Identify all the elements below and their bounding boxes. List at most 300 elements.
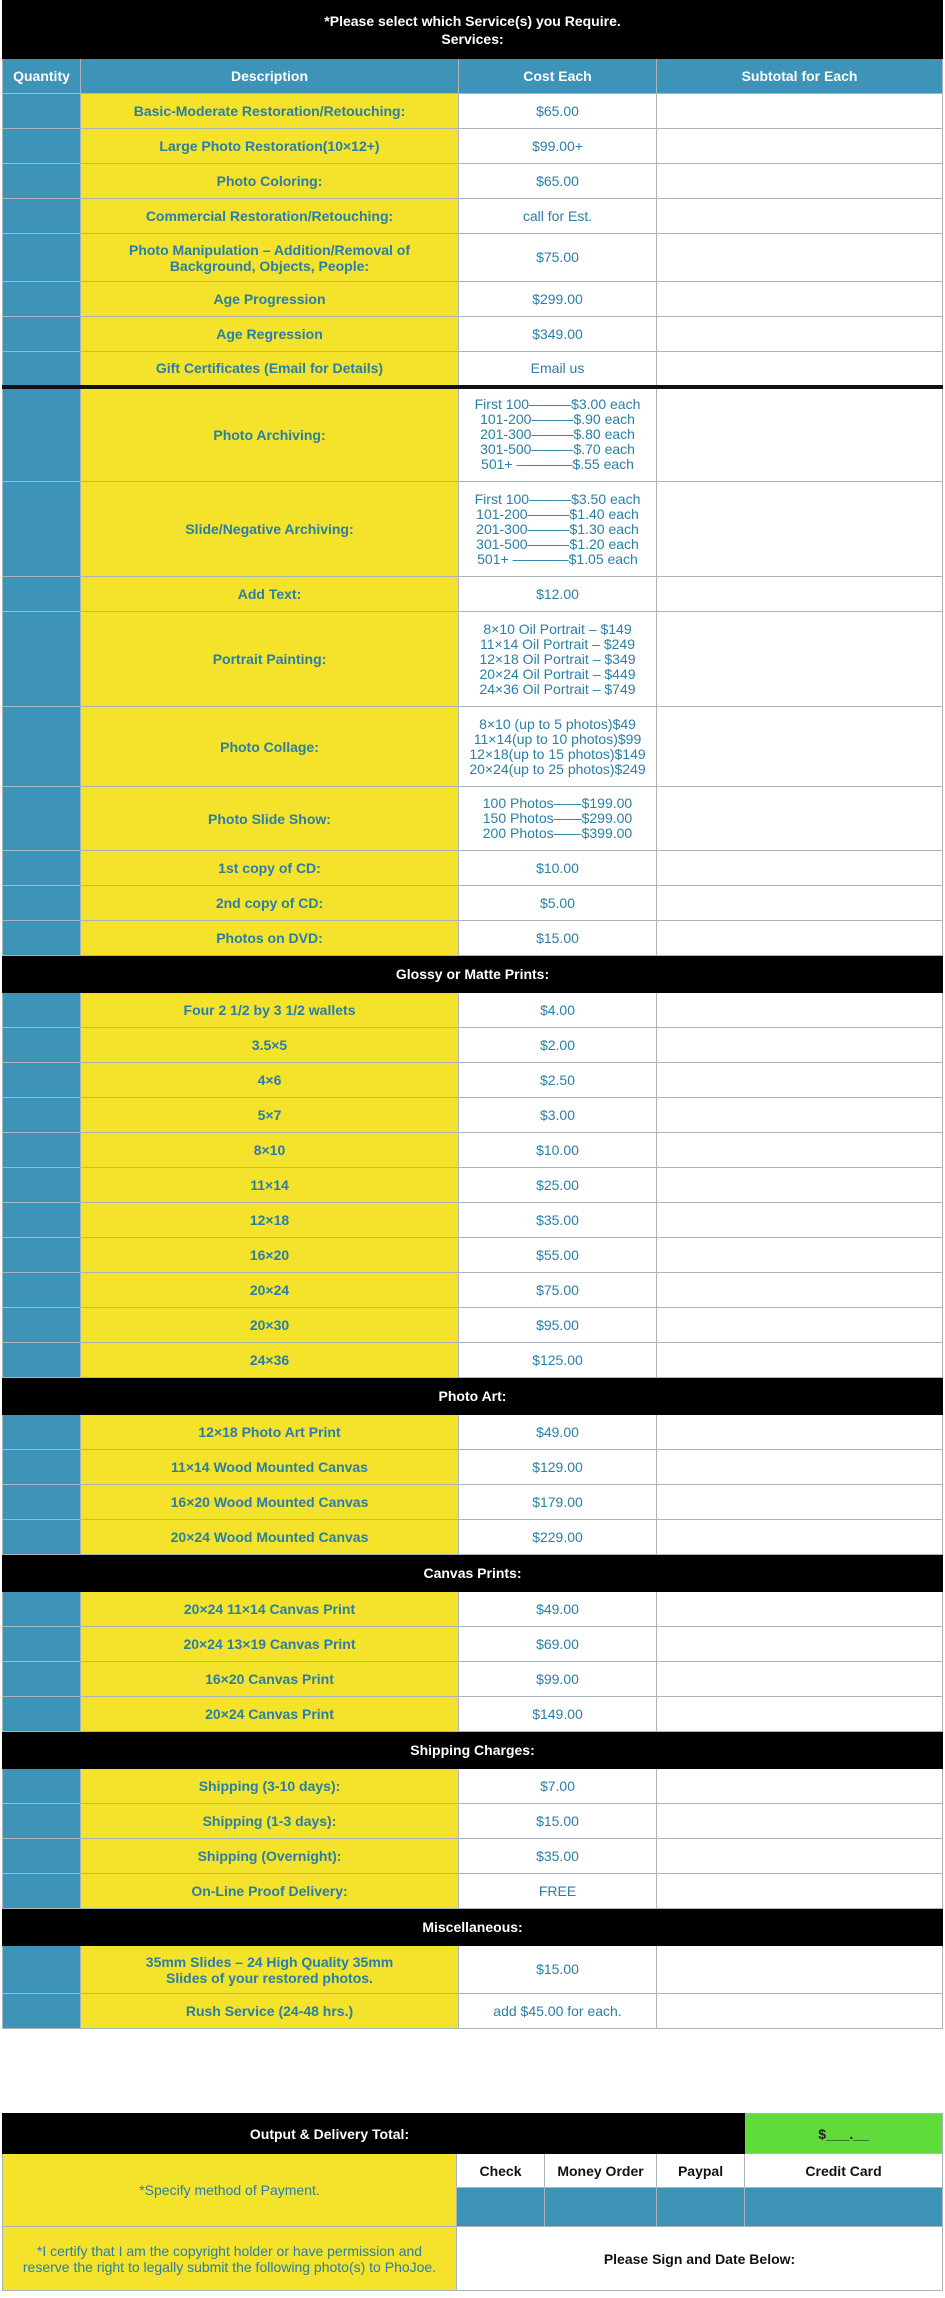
service-row	[3, 1415, 943, 1450]
quantity-field[interactable]	[3, 1168, 81, 1203]
service-cost-line: $349.00	[532, 325, 583, 342]
service-cost	[459, 1133, 657, 1168]
quantity-field[interactable]	[3, 352, 81, 387]
output-total-spacer	[657, 2114, 745, 2154]
service-cost-line: 8×10 Oil Portrait – $149	[483, 620, 632, 637]
subtotal-field[interactable]	[657, 1203, 943, 1238]
service-cost-line: $99.00	[536, 1670, 579, 1687]
quantity-field[interactable]	[3, 1769, 81, 1804]
payment-label-money-order: Money Order	[545, 2154, 657, 2188]
service-cost-line: $4.00	[539, 1001, 576, 1018]
quantity-field[interactable]	[3, 1063, 81, 1098]
service-description-line: Photo Collage:	[220, 738, 319, 755]
quantity-field[interactable]	[3, 94, 81, 129]
service-row	[3, 787, 943, 851]
service-cost	[459, 352, 657, 387]
service-cost	[459, 886, 657, 921]
subtotal-field[interactable]	[657, 787, 943, 851]
service-description	[81, 1769, 459, 1804]
service-cost	[459, 482, 657, 577]
service-cost	[459, 282, 657, 317]
service-cost	[459, 1028, 657, 1063]
payment-label-paypal: Paypal	[657, 2154, 745, 2188]
service-description	[81, 1662, 459, 1697]
service-row	[3, 1343, 943, 1378]
quantity-field[interactable]	[3, 1308, 81, 1343]
quantity-field[interactable]	[3, 1839, 81, 1874]
service-description	[81, 1450, 459, 1485]
quantity-field[interactable]	[3, 993, 81, 1028]
service-cost-line: $2.00	[539, 1036, 576, 1053]
service-cost	[459, 1946, 657, 1994]
service-cost-line: 501+ ————$1.05 each	[477, 550, 638, 567]
service-description	[81, 851, 459, 886]
subtotal-field[interactable]	[657, 1592, 943, 1627]
service-row	[3, 1627, 943, 1662]
subtotal-field[interactable]	[657, 1168, 943, 1203]
form-header-services: Services:	[441, 30, 504, 47]
form-header-instruction: *Please select which Service(s) you Require.	[324, 12, 621, 29]
service-description-line: Shipping (1-3 days):	[202, 1813, 337, 1829]
payment-credit-card-field[interactable]	[745, 2188, 943, 2227]
service-cost	[459, 1415, 657, 1450]
column-header-description: Description	[81, 59, 459, 94]
service-cost-line: $2.50	[539, 1071, 576, 1088]
service-cost-line: $65.00	[536, 102, 579, 119]
service-cost-line: $7.00	[539, 1777, 576, 1794]
service-description	[81, 1343, 459, 1378]
service-description	[81, 1697, 459, 1732]
subtotal-field[interactable]	[657, 482, 943, 577]
service-description-line: 35mm Slides – 24 High Quality 35mm	[145, 1953, 394, 1970]
service-description-line: 16×20	[249, 1247, 290, 1263]
quantity-field[interactable]	[3, 921, 81, 956]
service-cost-line: 11×14 Oil Portrait – $249	[479, 635, 635, 652]
quantity-field[interactable]	[3, 612, 81, 707]
subtotal-field[interactable]	[657, 1133, 943, 1168]
service-cost-line: $25.00	[536, 1176, 579, 1193]
service-description-line: 20×30	[249, 1317, 290, 1333]
quantity-field[interactable]	[3, 787, 81, 851]
service-cost	[459, 1994, 657, 2029]
subtotal-field[interactable]	[657, 993, 943, 1028]
quantity-field[interactable]	[3, 1133, 81, 1168]
service-cost-line: 20×24(up to 25 photos)$249	[469, 760, 646, 777]
subtotal-field[interactable]	[657, 1994, 943, 2029]
service-cost-line: add $45.00 for each.	[493, 2002, 622, 2019]
service-description-line: Age Regression	[216, 326, 323, 342]
quantity-field[interactable]	[3, 1520, 81, 1555]
quantity-field[interactable]	[3, 234, 81, 282]
service-cost	[459, 1168, 657, 1203]
service-description-line: 24×36	[249, 1352, 290, 1368]
service-cost-line: First 100———$3.00 each	[474, 396, 641, 413]
service-description-line: Background, Objects, People:	[169, 257, 370, 274]
service-cost-line: FREE	[538, 1882, 577, 1899]
service-description	[81, 164, 459, 199]
service-description	[81, 1804, 459, 1839]
service-description-line: Photo Slide Show:	[208, 810, 331, 827]
service-cost-line: 201-300———$1.30 each	[476, 520, 639, 537]
subtotal-field[interactable]	[657, 164, 943, 199]
service-cost-line: 12×18(up to 15 photos)$149	[469, 745, 646, 762]
service-description-line: 3.5×5	[251, 1037, 288, 1053]
service-row	[3, 1098, 943, 1133]
service-description-line: 12×18	[249, 1212, 290, 1228]
subtotal-field[interactable]	[657, 707, 943, 787]
service-description-line: Photo Coloring:	[216, 173, 323, 189]
service-cost-line: $15.00	[536, 929, 579, 946]
subtotal-field[interactable]	[657, 129, 943, 164]
subtotal-field[interactable]	[657, 1273, 943, 1308]
service-description-line: Large Photo Restoration(10×12+)	[159, 138, 380, 154]
quantity-field[interactable]	[3, 577, 81, 612]
service-row	[3, 1946, 943, 1994]
service-description	[81, 1485, 459, 1520]
section-header-row	[3, 1555, 943, 1592]
service-row	[3, 1804, 943, 1839]
subtotal-field[interactable]	[657, 577, 943, 612]
column-header-cost: Cost Each	[459, 59, 657, 94]
service-row	[3, 387, 943, 482]
service-description-line: Photo Archiving:	[213, 426, 326, 443]
output-total-label: Output & Delivery Total:	[3, 2114, 657, 2154]
service-description-line: 16×20 Wood Mounted Canvas	[170, 1494, 369, 1510]
service-description-line: 16×20 Canvas Print	[205, 1671, 334, 1687]
service-cost	[459, 129, 657, 164]
service-row	[3, 482, 943, 577]
service-description-line: Gift Certificates (Email for Details)	[155, 360, 384, 377]
service-cost-line: $65.00	[536, 172, 579, 189]
service-description-line: 20×24 Canvas Print	[205, 1706, 334, 1722]
service-row	[3, 1839, 943, 1874]
quantity-field[interactable]	[3, 851, 81, 886]
subtotal-field[interactable]	[657, 1308, 943, 1343]
service-row	[3, 1662, 943, 1697]
subtotal-field[interactable]	[657, 1343, 943, 1378]
service-description-line: 11×14 Wood Mounted Canvas	[171, 1459, 368, 1475]
service-cost-line: $229.00	[532, 1528, 583, 1545]
quantity-field[interactable]	[3, 282, 81, 317]
service-description	[81, 94, 459, 129]
service-cost-line: call for Est.	[522, 207, 593, 224]
quantity-field[interactable]	[3, 1804, 81, 1839]
service-row	[3, 707, 943, 787]
quantity-field[interactable]	[3, 1098, 81, 1133]
payment-method-prompt: *Specify method of Payment.	[3, 2154, 457, 2227]
service-description-line: Four 2 1/2 by 3 1/2 wallets	[183, 1002, 356, 1018]
subtotal-field[interactable]	[657, 1804, 943, 1839]
service-cost	[459, 1203, 657, 1238]
service-description	[81, 1592, 459, 1627]
service-row	[3, 1994, 943, 2029]
service-cost	[459, 1098, 657, 1133]
service-row	[3, 1697, 943, 1732]
service-description	[81, 234, 459, 282]
service-cost	[459, 94, 657, 129]
quantity-field[interactable]	[3, 1874, 81, 1909]
quantity-field[interactable]	[3, 1028, 81, 1063]
subtotal-field[interactable]	[657, 387, 943, 482]
service-cost-line: $55.00	[536, 1246, 579, 1263]
service-description	[81, 1098, 459, 1133]
subtotal-field[interactable]	[657, 1946, 943, 1994]
quantity-field[interactable]	[3, 1662, 81, 1697]
quantity-field[interactable]	[3, 199, 81, 234]
section-header-row	[3, 1732, 943, 1769]
service-cost-line: First 100———$3.50 each	[474, 490, 641, 507]
service-description	[81, 886, 459, 921]
section-header-row	[3, 1909, 943, 1946]
quantity-field[interactable]	[3, 1450, 81, 1485]
subtotal-field[interactable]	[657, 1415, 943, 1450]
service-row	[3, 1520, 943, 1555]
service-row	[3, 129, 943, 164]
service-description	[81, 612, 459, 707]
section-title: Glossy or Matte Prints:	[3, 956, 943, 993]
subtotal-field[interactable]	[657, 1627, 943, 1662]
service-cost-line: 201-300———$.80 each	[480, 426, 635, 443]
payment-money-order-field[interactable]	[545, 2188, 657, 2227]
service-cost-line: $35.00	[536, 1211, 579, 1228]
service-cost-line: 301-500———$1.20 each	[476, 535, 639, 552]
service-description-line: 20×24 11×14 Canvas Print	[183, 1601, 356, 1617]
quantity-field[interactable]	[3, 1946, 81, 1994]
service-cost-line: 100 Photos——$199.00	[482, 795, 633, 811]
service-description	[81, 1946, 459, 1994]
service-row	[3, 1063, 943, 1098]
service-description	[81, 1203, 459, 1238]
service-row	[3, 1592, 943, 1627]
service-row	[3, 577, 943, 612]
service-description	[81, 352, 459, 387]
quantity-field[interactable]	[3, 387, 81, 482]
service-cost	[459, 387, 657, 482]
service-cost	[459, 993, 657, 1028]
service-description	[81, 1238, 459, 1273]
subtotal-field[interactable]	[657, 1238, 943, 1273]
service-cost	[459, 707, 657, 787]
service-cost	[459, 787, 657, 851]
section-title: Shipping Charges:	[3, 1732, 943, 1769]
output-total-value[interactable]: $___.__	[745, 2114, 943, 2154]
form-header	[3, 1, 943, 59]
quantity-field[interactable]	[3, 164, 81, 199]
subtotal-field[interactable]	[657, 1450, 943, 1485]
service-cost	[459, 851, 657, 886]
quantity-field[interactable]	[3, 482, 81, 577]
service-description-line: 1st copy of CD:	[218, 860, 321, 876]
column-header-subtotal: Subtotal for Each	[657, 59, 943, 94]
quantity-field[interactable]	[3, 1627, 81, 1662]
subtotal-field[interactable]	[657, 851, 943, 886]
section-header-row	[3, 1378, 943, 1415]
subtotal-field[interactable]	[657, 1839, 943, 1874]
section-title: Miscellaneous:	[3, 1909, 943, 1946]
service-cost	[459, 1343, 657, 1378]
service-description	[81, 1028, 459, 1063]
service-description-line: 5×7	[257, 1107, 282, 1123]
service-description-line: Age Progression	[213, 291, 326, 307]
service-description	[81, 1874, 459, 1909]
service-description	[81, 482, 459, 577]
service-description	[81, 1627, 459, 1662]
service-cost-line: 301-500———$.70 each	[480, 441, 635, 458]
service-cost-line: $95.00	[536, 1316, 579, 1333]
service-description-line: Slide/Negative Archiving:	[185, 521, 354, 537]
service-cost	[459, 1874, 657, 1909]
service-cost-line: 8×10 (up to 5 photos)$49	[479, 715, 636, 732]
subtotal-field[interactable]	[657, 1098, 943, 1133]
service-cost	[459, 1697, 657, 1732]
service-row	[3, 921, 943, 956]
subtotal-field[interactable]	[657, 1662, 943, 1697]
subtotal-field[interactable]	[657, 1520, 943, 1555]
subtotal-field[interactable]	[657, 94, 943, 129]
service-description-line: Commercial Restoration/Retouching:	[145, 208, 394, 224]
service-cost-line: 501+ ————$.55 each	[481, 456, 634, 473]
service-cost-line: $49.00	[536, 1423, 579, 1440]
payment-paypal-field[interactable]	[657, 2188, 745, 2227]
service-description	[81, 317, 459, 352]
quantity-field[interactable]	[3, 317, 81, 352]
service-description-line: Photo Manipulation – Addition/Removal of	[128, 241, 411, 258]
quantity-field[interactable]	[3, 1994, 81, 2029]
subtotal-field[interactable]	[657, 234, 943, 282]
service-cost-line: $15.00	[536, 1812, 579, 1829]
service-row	[3, 1450, 943, 1485]
quantity-field[interactable]	[3, 1485, 81, 1520]
service-description	[81, 1273, 459, 1308]
service-description	[81, 921, 459, 956]
service-row	[3, 1028, 943, 1063]
service-cost	[459, 1238, 657, 1273]
subtotal-field[interactable]	[657, 317, 943, 352]
subtotal-field[interactable]	[657, 612, 943, 707]
quantity-field[interactable]	[3, 886, 81, 921]
service-cost	[459, 234, 657, 282]
subtotal-field[interactable]	[657, 921, 943, 956]
service-cost-line: 11×14(up to 10 photos)$99	[473, 730, 642, 747]
service-row	[3, 612, 943, 707]
subtotal-field[interactable]	[657, 886, 943, 921]
service-cost-line: $3.00	[539, 1106, 576, 1123]
service-cost-line: $12.00	[536, 585, 579, 602]
service-cost-line: $69.00	[536, 1635, 579, 1652]
service-description	[81, 1168, 459, 1203]
service-cost	[459, 1592, 657, 1627]
quantity-field[interactable]	[3, 1697, 81, 1732]
service-description-line: 8×10	[253, 1142, 286, 1158]
service-cost	[459, 1769, 657, 1804]
service-row	[3, 94, 943, 129]
service-description-line: 20×24 Wood Mounted Canvas	[170, 1529, 369, 1545]
service-description-line: Shipping (3-10 days):	[198, 1778, 341, 1794]
service-cost-line: $299.00	[532, 290, 583, 307]
subtotal-field[interactable]	[657, 1769, 943, 1804]
service-cost-line: $5.00	[539, 894, 576, 911]
service-description-line: Portrait Painting:	[212, 651, 327, 667]
service-cost-line: 20×24 Oil Portrait – $449	[479, 665, 636, 682]
payment-check-field[interactable]	[457, 2188, 545, 2227]
quantity-field[interactable]	[3, 1273, 81, 1308]
quantity-field[interactable]	[3, 1415, 81, 1450]
service-cost-line: $75.00	[536, 1281, 579, 1298]
service-cost	[459, 1839, 657, 1874]
service-description	[81, 1133, 459, 1168]
service-description-line: On-Line Proof Delivery:	[191, 1883, 348, 1899]
quantity-field[interactable]	[3, 707, 81, 787]
service-row	[3, 1273, 943, 1308]
service-cost	[459, 1063, 657, 1098]
service-description-line: Add Text:	[237, 586, 302, 602]
quantity-field[interactable]	[3, 129, 81, 164]
service-row	[3, 234, 943, 282]
order-form-table	[2, 0, 943, 2029]
service-description-line: Basic-Moderate Restoration/Retouching:	[133, 103, 406, 119]
service-description	[81, 129, 459, 164]
service-row	[3, 1485, 943, 1520]
subtotal-field[interactable]	[657, 1697, 943, 1732]
service-row	[3, 1238, 943, 1273]
subtotal-field[interactable]	[657, 199, 943, 234]
subtotal-field[interactable]	[657, 1485, 943, 1520]
service-cost-line: $10.00	[536, 1141, 579, 1158]
service-row	[3, 1769, 943, 1804]
service-description-line: Photos on DVD:	[216, 930, 323, 946]
quantity-field[interactable]	[3, 1203, 81, 1238]
service-row	[3, 282, 943, 317]
service-cost	[459, 1662, 657, 1697]
service-cost	[459, 1520, 657, 1555]
service-description-line: Shipping (Overnight):	[197, 1848, 342, 1864]
subtotal-field[interactable]	[657, 1874, 943, 1909]
service-description	[81, 787, 459, 851]
column-header-quantity: Quantity	[3, 59, 81, 94]
service-cost	[459, 1450, 657, 1485]
quantity-field[interactable]	[3, 1343, 81, 1378]
service-row	[3, 1168, 943, 1203]
quantity-field[interactable]	[3, 1592, 81, 1627]
service-description-line: 11×14	[250, 1177, 289, 1193]
service-row	[3, 886, 943, 921]
service-cost-line: Email us	[530, 359, 585, 376]
subtotal-field[interactable]	[657, 1028, 943, 1063]
service-description	[81, 993, 459, 1028]
subtotal-field[interactable]	[657, 352, 943, 387]
service-description	[81, 1063, 459, 1098]
service-description-line: 20×24	[249, 1282, 290, 1298]
service-description-line: 4×6	[257, 1072, 282, 1088]
quantity-field[interactable]	[3, 1238, 81, 1273]
service-cost-line: $10.00	[536, 859, 579, 876]
service-cost	[459, 164, 657, 199]
subtotal-field[interactable]	[657, 282, 943, 317]
subtotal-field[interactable]	[657, 1063, 943, 1098]
service-cost	[459, 199, 657, 234]
service-cost-line: 101-200———$.90 each	[480, 411, 635, 428]
service-description-line: 12×18 Photo Art Print	[198, 1424, 341, 1440]
service-cost-line: $75.00	[536, 249, 579, 265]
signature-date-field[interactable]: Please Sign and Date Below:	[457, 2227, 943, 2291]
service-cost-line: $125.00	[532, 1351, 583, 1368]
service-description	[81, 707, 459, 787]
service-cost-line: $99.00+	[532, 137, 583, 154]
section-header-row	[3, 956, 943, 993]
service-cost-line: 101-200———$1.40 each	[476, 505, 639, 522]
service-row	[3, 1874, 943, 1909]
section-title: Canvas Prints:	[3, 1555, 943, 1592]
